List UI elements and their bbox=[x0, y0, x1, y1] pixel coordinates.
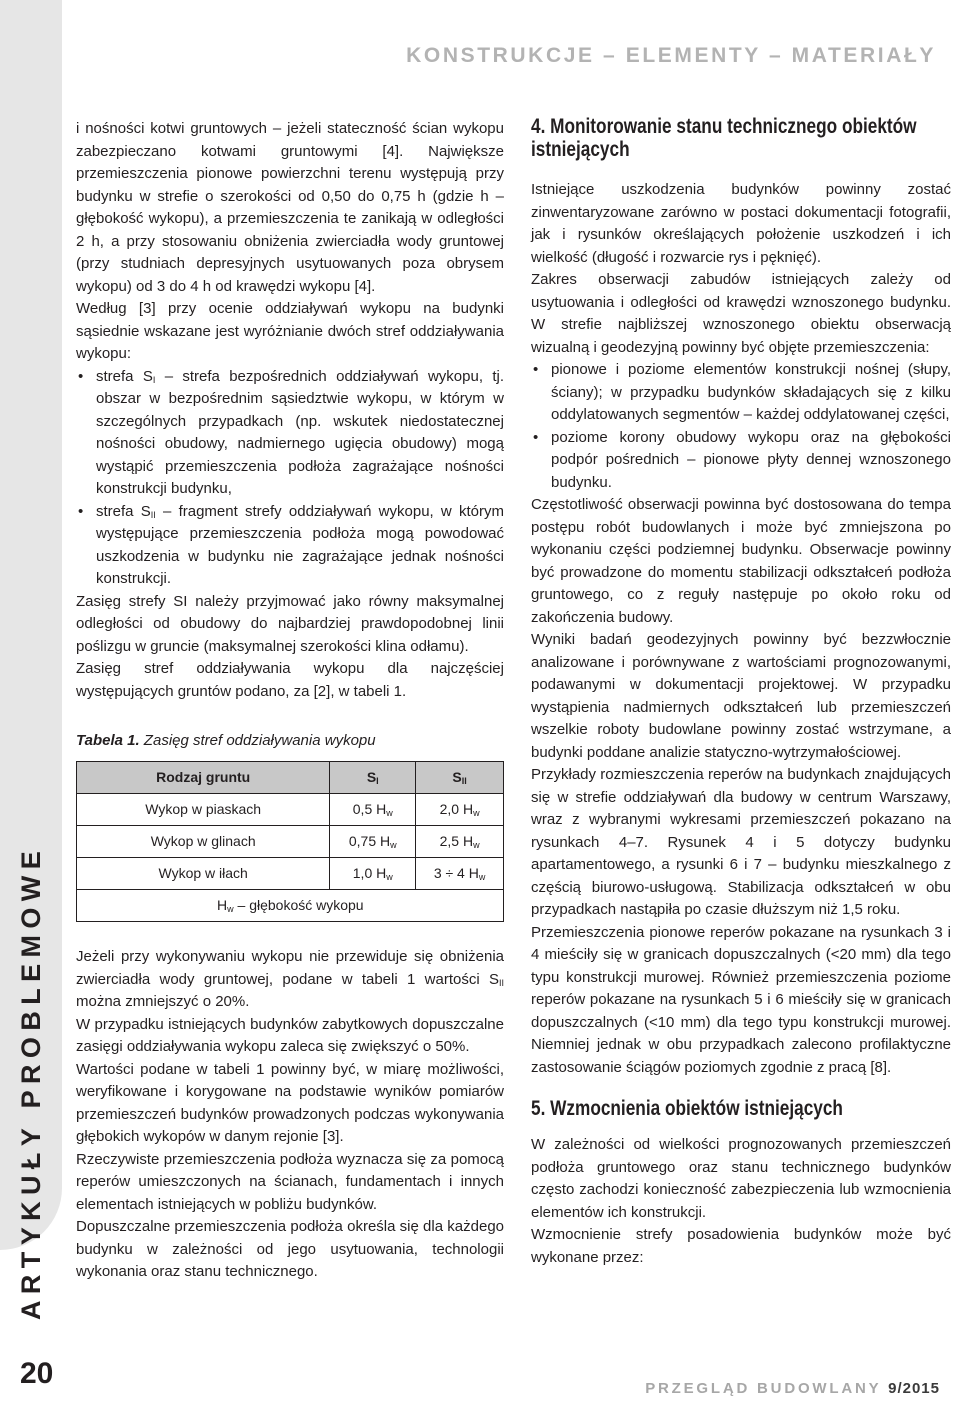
left-column bbox=[76, 118, 504, 1284]
section-heading: 5. Wzmocnienia obiektów istniejących bbox=[531, 1097, 843, 1120]
table-row: Wykop w glinach 0,75 $H_w$ 2,5 $H_w$ bbox=[77, 826, 504, 858]
paragraph: Rzeczywiste przemieszczenia podłoża wyznacza się za pomocą reperów umieszczonych na ścianach, fundamentach i innych elementach istniejących w pobliżu budynków. bbox=[76, 1150, 504, 1213]
paragraph: W przypadku istniejących budynków zabytkowych dopuszczalne zasięgi oddziaływania wykopu zaleca się zwiększyć o 50%. bbox=[76, 1015, 504, 1055]
table-header-row bbox=[77, 762, 504, 794]
paragraph: Istniejące uszkodzenia budynków powinny zostać zinwentaryzowane zarówno w postaci dokumentacji fotografii, jak i rysunków określających położenie uszkodzeń i ich wielkość (długość i rozwarcie rys i pęknięć). bbox=[531, 181, 951, 266]
table-header-s2: $S_{II}$ bbox=[416, 762, 504, 794]
paragraph: Wzmocnienie strefy posadowienia budynków może być wykonane przez: bbox=[531, 1226, 951, 1266]
paragraph: Wartości podane w tabeli 1 powinny być, w miarę możliwości, weryfikowane i korygowane na podstawie wyników pomiarów przemieszczeń budynków prowadzonych podczas wykonywania głębokich wykopów w danym rejonie [3]. bbox=[76, 1060, 504, 1145]
table-row: Wykop w iłach 1,0 $H_w$ 3 ÷ 4 $H_w$ bbox=[77, 858, 504, 890]
paragraph: Zasięg strefy SI należy przyjmować jako równy maksymalnej odległości od obudowy do najbardziej prawdopodobnej linii poślizgu w gruncie (maksymalnej szerokości klina odłamu). bbox=[76, 592, 504, 655]
paragraph: Dopuszczalne przemieszczenia podłoża określa się dla każdego budynku w zależności od jego usytuowania, technologii wykonania oraz stanu technicznego. bbox=[76, 1218, 504, 1280]
section-heading: 4. Monitorowanie stanu technicznego obiektów istniejących bbox=[531, 115, 917, 161]
list-item: • strefa $S_I$ – strefa bezpośrednich oddziaływań wykopu, tj. obszar w bezpośrednim sąsiedztwie wykopu, w którym w szczególnych przypadkach (np. wskutek niedostatecznej nośności obudowy, nadmiernego ugięcia obudowy) mogą wystąpić przemieszczenia podłoża zagrażające nośności konstrukcji budynku, bbox=[76, 366, 504, 501]
paragraph: Zasięg stref oddziaływania wykopu dla najczęściej występujących gruntów podano, za [2], w tabeli 1. bbox=[76, 660, 504, 700]
running-head: KONSTRUKCJE – ELEMENTY – MATERIAŁY bbox=[406, 44, 936, 67]
table-row: Wykop w piaskach 0,5 $H_w$ 2,0 $H_w$ bbox=[77, 794, 504, 826]
table-header-soil: Rodzaj gruntu bbox=[77, 762, 330, 794]
list-item: • strefa $S_{II}$ – fragment strefy oddziaływań wykopu, w którym występujące przemieszczenia podłoża mogą powodować uszkodzenia w budynku nie zagrażające jednak nośności konstrukcji. bbox=[76, 501, 504, 591]
footer-journal: PRZEGLĄD BUDOWLANY 9/2015 bbox=[645, 1380, 940, 1397]
table-header-s1: $S_I$ bbox=[330, 762, 416, 794]
section-label: ARTYKUŁY PROBLEMOWE bbox=[16, 844, 46, 1320]
paragraph: W zależności od wielkości prognozowanych przemieszczeń podłoża gruntowego oraz stanu technicznego budynków często zachodzi konieczność zabezpieczenia lub wzmocnienia elementów ich konstrukcji. bbox=[531, 1136, 951, 1221]
paragraph: i nośności kotwi gruntowych – jeżeli stateczność ścian wykopu zabezpieczano kotwami gruntowymi [4]. Największe przemieszczenia pionowe powierzchni terenu występują przy budynku w strefie o szerokości od 0,50 do 0,75 h (gdzie h – głębokość wykopu), a przemieszczenia te zanikają w odległości 2 h, a przy stosowaniu obniżenia zwierciadła wody gruntowej (przy studniach depresyjnych usytuowanych poza obrysem wykopu) od 3 do 4 h od krawędzi wykopu [4]. bbox=[76, 120, 504, 295]
paragraph: Przemieszczenia pionowe reperów pokazane na rysunkach 3 i 4 mieściły się w granicach dopuszczalnych (<20 mm) dla tego typu konstrukcji murowej. Również przemieszczenia poziome reperów pokazane na rysunkach 5 i 6 mieściły się w granicach dopuszczalnych (<10 mm) dla tego typu konstrukcji murowej. Niemniej jednak w obu przypadkach zalecono profilaktyczne zastosowanie ściągów poziomych zgodnie z pracą [8]. bbox=[531, 923, 951, 1076]
paragraph: Jeżeli przy wykonywaniu wykopu nie przewiduje się obniżenia zwierciadła wody gruntowej, podane w tabeli 1 wartości $S_{II}$ można zmniejszyć o 20%. bbox=[76, 948, 504, 1010]
paragraph: Częstotliwość obserwacji powinna być dostosowana do tempa postępu robót budowlanych i może być zmniejszona po wykonaniu części podziemnej budynku. Obserwacje powinny być prowadzone do momentu stabilizacji odkształceń podłoża gruntowego, co z reguły następuje po około roku od zakończenia budowy. bbox=[531, 496, 951, 626]
paragraph: Wyniki badań geodezyjnych powinny być bezzwłocznie analizowane i porównywane z wartościami prognozowanymi, podawanymi w dokumentacji projektowej. W przypadku wystąpienia nadmiernych odkształceń lub przemieszczeń wszelkie roboty budowlane powinny zostać wstrzymane, a budynki poddane analizie statyczno-wytrzymałościowej. bbox=[531, 631, 951, 761]
page-number: 20 bbox=[20, 1357, 54, 1390]
list-item: • pionowe i poziome elementów konstrukcji nośnej (słupy, ściany); w przypadku budynków składających się z kilku oddylatowanych segmentów – każdej oddylatowanej części, bbox=[531, 359, 951, 427]
table-note-row: $H_w$ – głębokość wykopu bbox=[77, 890, 504, 922]
paragraph: Zakres obserwacji zabudów istniejących zależy od usytuowania i odległości od krawędzi wznoszonego budynku. W strefie najbliższej wznoszonego obiektu obserwacją wizualną i geodezyjną powinny być objęte przemieszczenia: bbox=[531, 271, 951, 356]
list-item: • poziome korony obudowy wykopu oraz na głębokości podpór pośrednich – pionowe płyty dennej wznoszonego budynku. bbox=[531, 427, 951, 495]
zone-table bbox=[76, 761, 504, 922]
table-caption: Tabela 1. Zasięg stref oddziaływania wykopu bbox=[76, 732, 376, 749]
right-column bbox=[531, 115, 951, 1269]
paragraph: Według [3] przy ocenie oddziaływań wykopu na budynki sąsiednie wskazane jest wyróżnianie dwóch stref oddziaływania wykopu: bbox=[76, 300, 504, 362]
paragraph: Przykłady rozmieszczenia reperów na budynkach znajdujących się w strefie oddziaływań dla budowy w centrum Warszawy, wraz z wybranymi wykresami przemieszczeń pokazano na rysunkach 4–7. Rysunek 4 i 5 dotyczy budynku apartamentowego, a rysunki 6 i 7 – budynku mieszkalnego z częścią biurowo-usługową. Stabilizacja odkształceń w obu przypadkach nastąpiła po czasie dłuższym niż 1,5 roku. bbox=[531, 766, 951, 918]
